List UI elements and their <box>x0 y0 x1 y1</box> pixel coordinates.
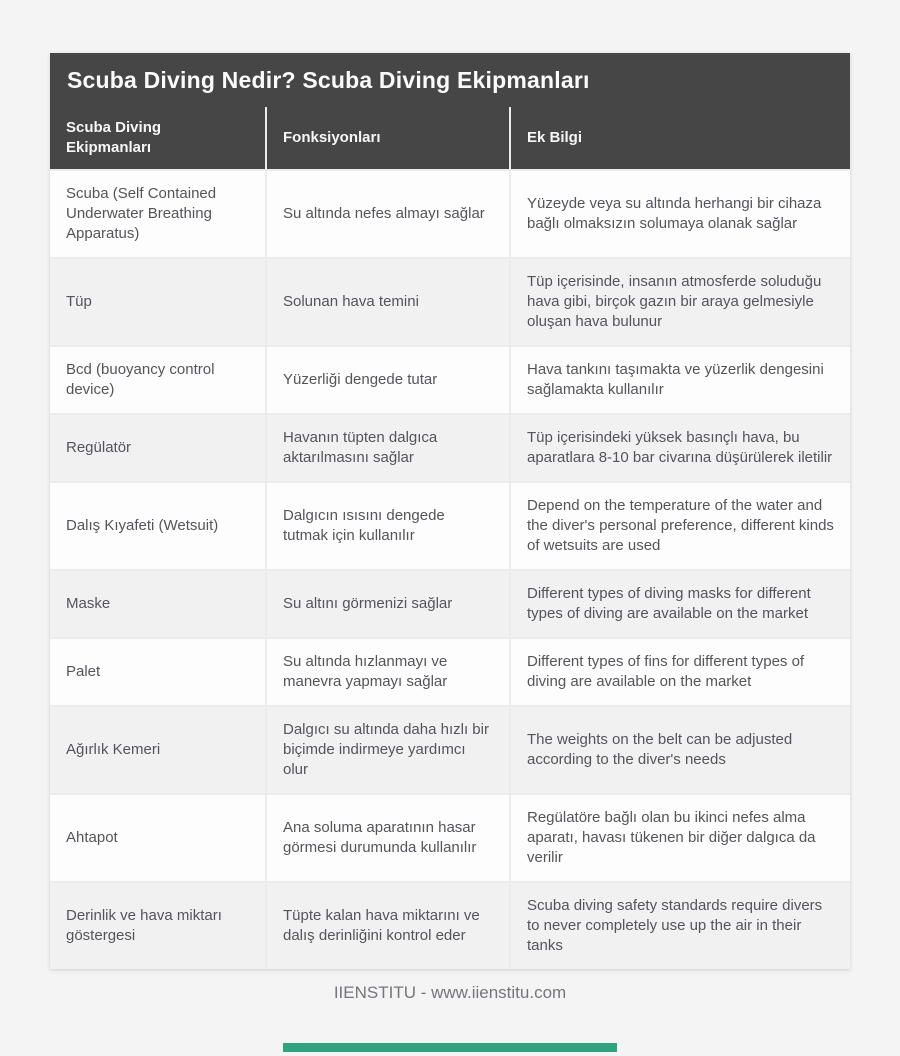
page-title: Scuba Diving Nedir? Scuba Diving Ekipmanları <box>50 53 850 107</box>
function-cell: Dalgıcın ısısını dengede tutmak için kullanılır <box>266 482 510 570</box>
equipment-cell: Ağırlık Kemeri <box>50 706 266 794</box>
equipment-cell: Ahtapot <box>50 794 266 882</box>
function-cell: Yüzerliği dengede tutar <box>266 346 510 414</box>
function-cell: Havanın tüpten dalgıca aktarılmasını sağlar <box>266 414 510 482</box>
function-cell: Solunan hava temini <box>266 258 510 346</box>
table-header-row <box>50 107 850 170</box>
table-row <box>50 414 850 482</box>
table-row <box>50 882 850 969</box>
table-row <box>50 794 850 882</box>
table-row <box>50 258 850 346</box>
column-header-info: Ek Bilgi <box>510 107 850 170</box>
function-cell: Ana soluma aparatının hasar görmesi durumunda kullanılır <box>266 794 510 882</box>
table-row <box>50 482 850 570</box>
equipment-cell: Palet <box>50 638 266 706</box>
equipment-cell: Bcd (buoyancy control device) <box>50 346 266 414</box>
table-row <box>50 570 850 638</box>
table-row <box>50 346 850 414</box>
equipment-table <box>50 107 850 969</box>
footer-credit: IIENSTITU - www.iienstitu.com <box>333 983 567 1002</box>
info-cell: Yüzeyde veya su altında herhangi bir cihaza bağlı olmaksızın solumaya olanak sağlar <box>510 170 850 258</box>
infographic-card <box>50 53 850 969</box>
table-row <box>50 706 850 794</box>
column-header-function: Fonksiyonları <box>266 107 510 170</box>
bottom-accent-bar <box>283 1043 617 1052</box>
function-cell: Su altında hızlanmayı ve manevra yapmayı sağlar <box>266 638 510 706</box>
function-cell: Su altında nefes almayı sağlar <box>266 170 510 258</box>
function-cell: Tüpte kalan hava miktarını ve dalış derinliğini kontrol eder <box>266 882 510 969</box>
equipment-cell: Regülatör <box>50 414 266 482</box>
equipment-cell: Scuba (Self Contained Underwater Breathing Apparatus) <box>50 170 266 258</box>
equipment-cell: Maske <box>50 570 266 638</box>
info-cell: Tüp içerisindeki yüksek basınçlı hava, bu aparatlara 8-10 bar civarına düşürülerek iletilir <box>510 414 850 482</box>
table-row <box>50 170 850 258</box>
equipment-cell: Derinlik ve hava miktarı göstergesi <box>50 882 266 969</box>
function-cell: Su altını görmenizi sağlar <box>266 570 510 638</box>
equipment-cell: Tüp <box>50 258 266 346</box>
column-header-equipment: Scuba Diving Ekipmanları <box>50 107 266 170</box>
info-cell: Depend on the temperature of the water and the diver's personal preference, different kinds of wetsuits are used <box>510 482 850 570</box>
info-cell: Different types of diving masks for different types of diving are available on the market <box>510 570 850 638</box>
info-cell: Hava tankını taşımakta ve yüzerlik dengesini sağlamakta kullanılır <box>510 346 850 414</box>
info-cell: Different types of fins for different types of diving are available on the market <box>510 638 850 706</box>
equipment-cell: Dalış Kıyafeti (Wetsuit) <box>50 482 266 570</box>
table-row <box>50 638 850 706</box>
info-cell: The weights on the belt can be adjusted according to the diver's needs <box>510 706 850 794</box>
info-cell: Regülatöre bağlı olan bu ikinci nefes alma aparatı, havası tükenen bir diğer dalgıca da verilir <box>510 794 850 882</box>
function-cell: Dalgıcı su altında daha hızlı bir biçimde indirmeye yardımcı olur <box>266 706 510 794</box>
info-cell: Tüp içerisinde, insanın atmosferde soluduğu hava gibi, birçok gazın bir araya gelmesiyle oluşan hava bulunur <box>510 258 850 346</box>
info-cell: Scuba diving safety standards require divers to never completely use up the air in their tanks <box>510 882 850 969</box>
